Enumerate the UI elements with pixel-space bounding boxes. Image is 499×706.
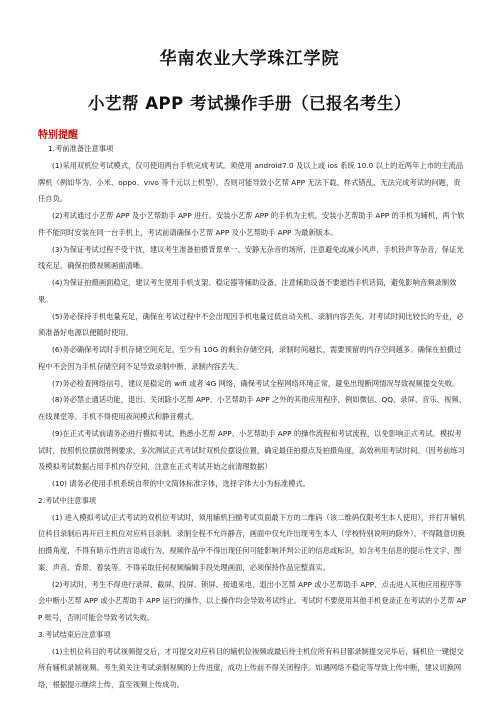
paragraph: (1)主机位科目的考试视频提交后，才可提交对应科目的辅机位视频或最后待主机位所有科目都录制提交完毕后，辅机位一键提交所有辅机录制视频。考生须关注考试录制视频的上传进度，成功上传前不得关闭程序。如遇网络不稳定等导致上传中断，建议切换网络，根据提示继续上传，直至视频上传成功。	[38, 646, 464, 689]
school-name: 华南农业大学珠江学院	[159, 49, 340, 69]
subheading-before-exam: 1.考前准备注意事项	[48, 144, 114, 153]
paragraph: (5)务必保持手机电量充足，确保在考试过程中不会出现因手机电量过低自动关机、录制内容丢失。对考试时间比较长的专业，必须准备好电源以便随时使用。	[38, 311, 464, 338]
paragraph: (8)务必禁止通话功能，退出、关闭除小艺帮 APP、小艺帮助手 APP 之外的其他应用程序，例如微信、QQ、录屏、音乐、视频、在线课堂等。手机不得使用夜间模式和静音模式。	[38, 395, 466, 421]
paragraph: (1) 进入模拟考试/正式考试的双机位考试时，须用辅机扫描考试页面最下方的二维码（该二维码仅限考生本人使用），并打开辅机位科目录制后再开启主机位对应科目录制。录制全程不允许静音，画面中仅允许出现考生本人（学校特别说明的除外），不得随意切换拍摄角度，不得有暗示性的言语或行为，视频作品中不得出现任何可能影响评判公正的信息或标识，如含考生信息的提示性文字、图案、声音、背景、着装等。不得采取任何视频编辑手段处理画面，必须保持作品完整真实。	[38, 512, 465, 572]
paragraph: (9)在正式考试前请务必进行模拟考试，熟悉小艺帮 APP、小艺帮助手 APP 的操作流程和考试流程，以免影响正式考试。模拟考试时，按照机位摆放图例要求，多次测试正式考试时双机位摆设位置，确定最佳拍摄点及拍摄角度，高效利用考试时间。（因考前练习及模拟考试数据占用手机内存空间，注意在正式考试开始之前清理数据）	[38, 428, 465, 472]
paragraph: (4)为保证拍摄画面稳定，建议考生使用手机支架、稳定器等辅助设备，注意辅助设备不要遮挡手机话筒，避免影响音频录制效果。	[38, 278, 457, 304]
paragraph: (7)务必检查网络信号，建议是稳定的 wifi 或者 4G 网络，确保考试全程网络环境正常，避免出现断网情况导致视频提交失败。	[52, 378, 460, 388]
subheading-after-exam: 3.考试结束后注意事项	[38, 629, 111, 639]
manual-title: 小艺帮 APP 考试操作手册（已报名考生）	[88, 94, 411, 113]
paragraph: (3)为保证考试过程不受干扰，建议考生准备拍摄背景单一、安静无杂音的场所，注意避免或减小风声、手机铃声等杂音，保证光线充足，确保拍摄视频画面清晰。	[38, 244, 464, 271]
subheading-during-exam: 2.考试中注意事项	[38, 495, 97, 505]
paragraph: (10) 请务必使用手机系统自带的中文简体标准字体，选择字体大小为标准模式。	[52, 479, 311, 488]
paragraph: (1)采用双机位考试模式，仅可使用两台手机完成考试。须使用 android7.0 及以上或 ios 系统 10.0 以上的近两年上市的主流品牌机（例如华为、小米、oppo、vivo 等千元以上机型），否则可能导致小艺帮 APP 无法下载、样式错乱、无法完成考试的问题，责任自负。	[38, 160, 464, 204]
paragraph: (2)考试时，考生不得进行录屏、截屏、投屏、锁屏、接通来电、退出小艺帮 APP 或小艺帮助手 APP、点击进入其他应用程序等会中断小艺帮 APP 或小艺帮助手 APP 运行的操作，以上操作均会导致考试终止。考试时不要使用其他手机登录正在考试的小艺帮 APP 账号，否则可能会导致考试失败。	[38, 579, 467, 622]
special-reminder-heading: 特别提醒	[38, 130, 78, 141]
paragraph: (6)务必确保考试时手机存储空间充足，至少有 10G 的剩余存储空间，录制时间越长，需要预留的内存空间越多。确保在拍摄过程中不会因为手机存储空间不足导致录制中断、录制内容丢失。	[38, 345, 462, 371]
paragraph: (2)考试通过小艺帮 APP 及小艺帮助手 APP 进行。安装小艺帮 APP 的手机为主机，安装小艺帮助手 APP 的手机为辅机，两个软件不能同时安装在同一台手机上，考试前请确保小艺帮 APP 及小艺帮助手 APP 为最新版本。	[38, 211, 465, 237]
document-body	[38, 141, 466, 694]
